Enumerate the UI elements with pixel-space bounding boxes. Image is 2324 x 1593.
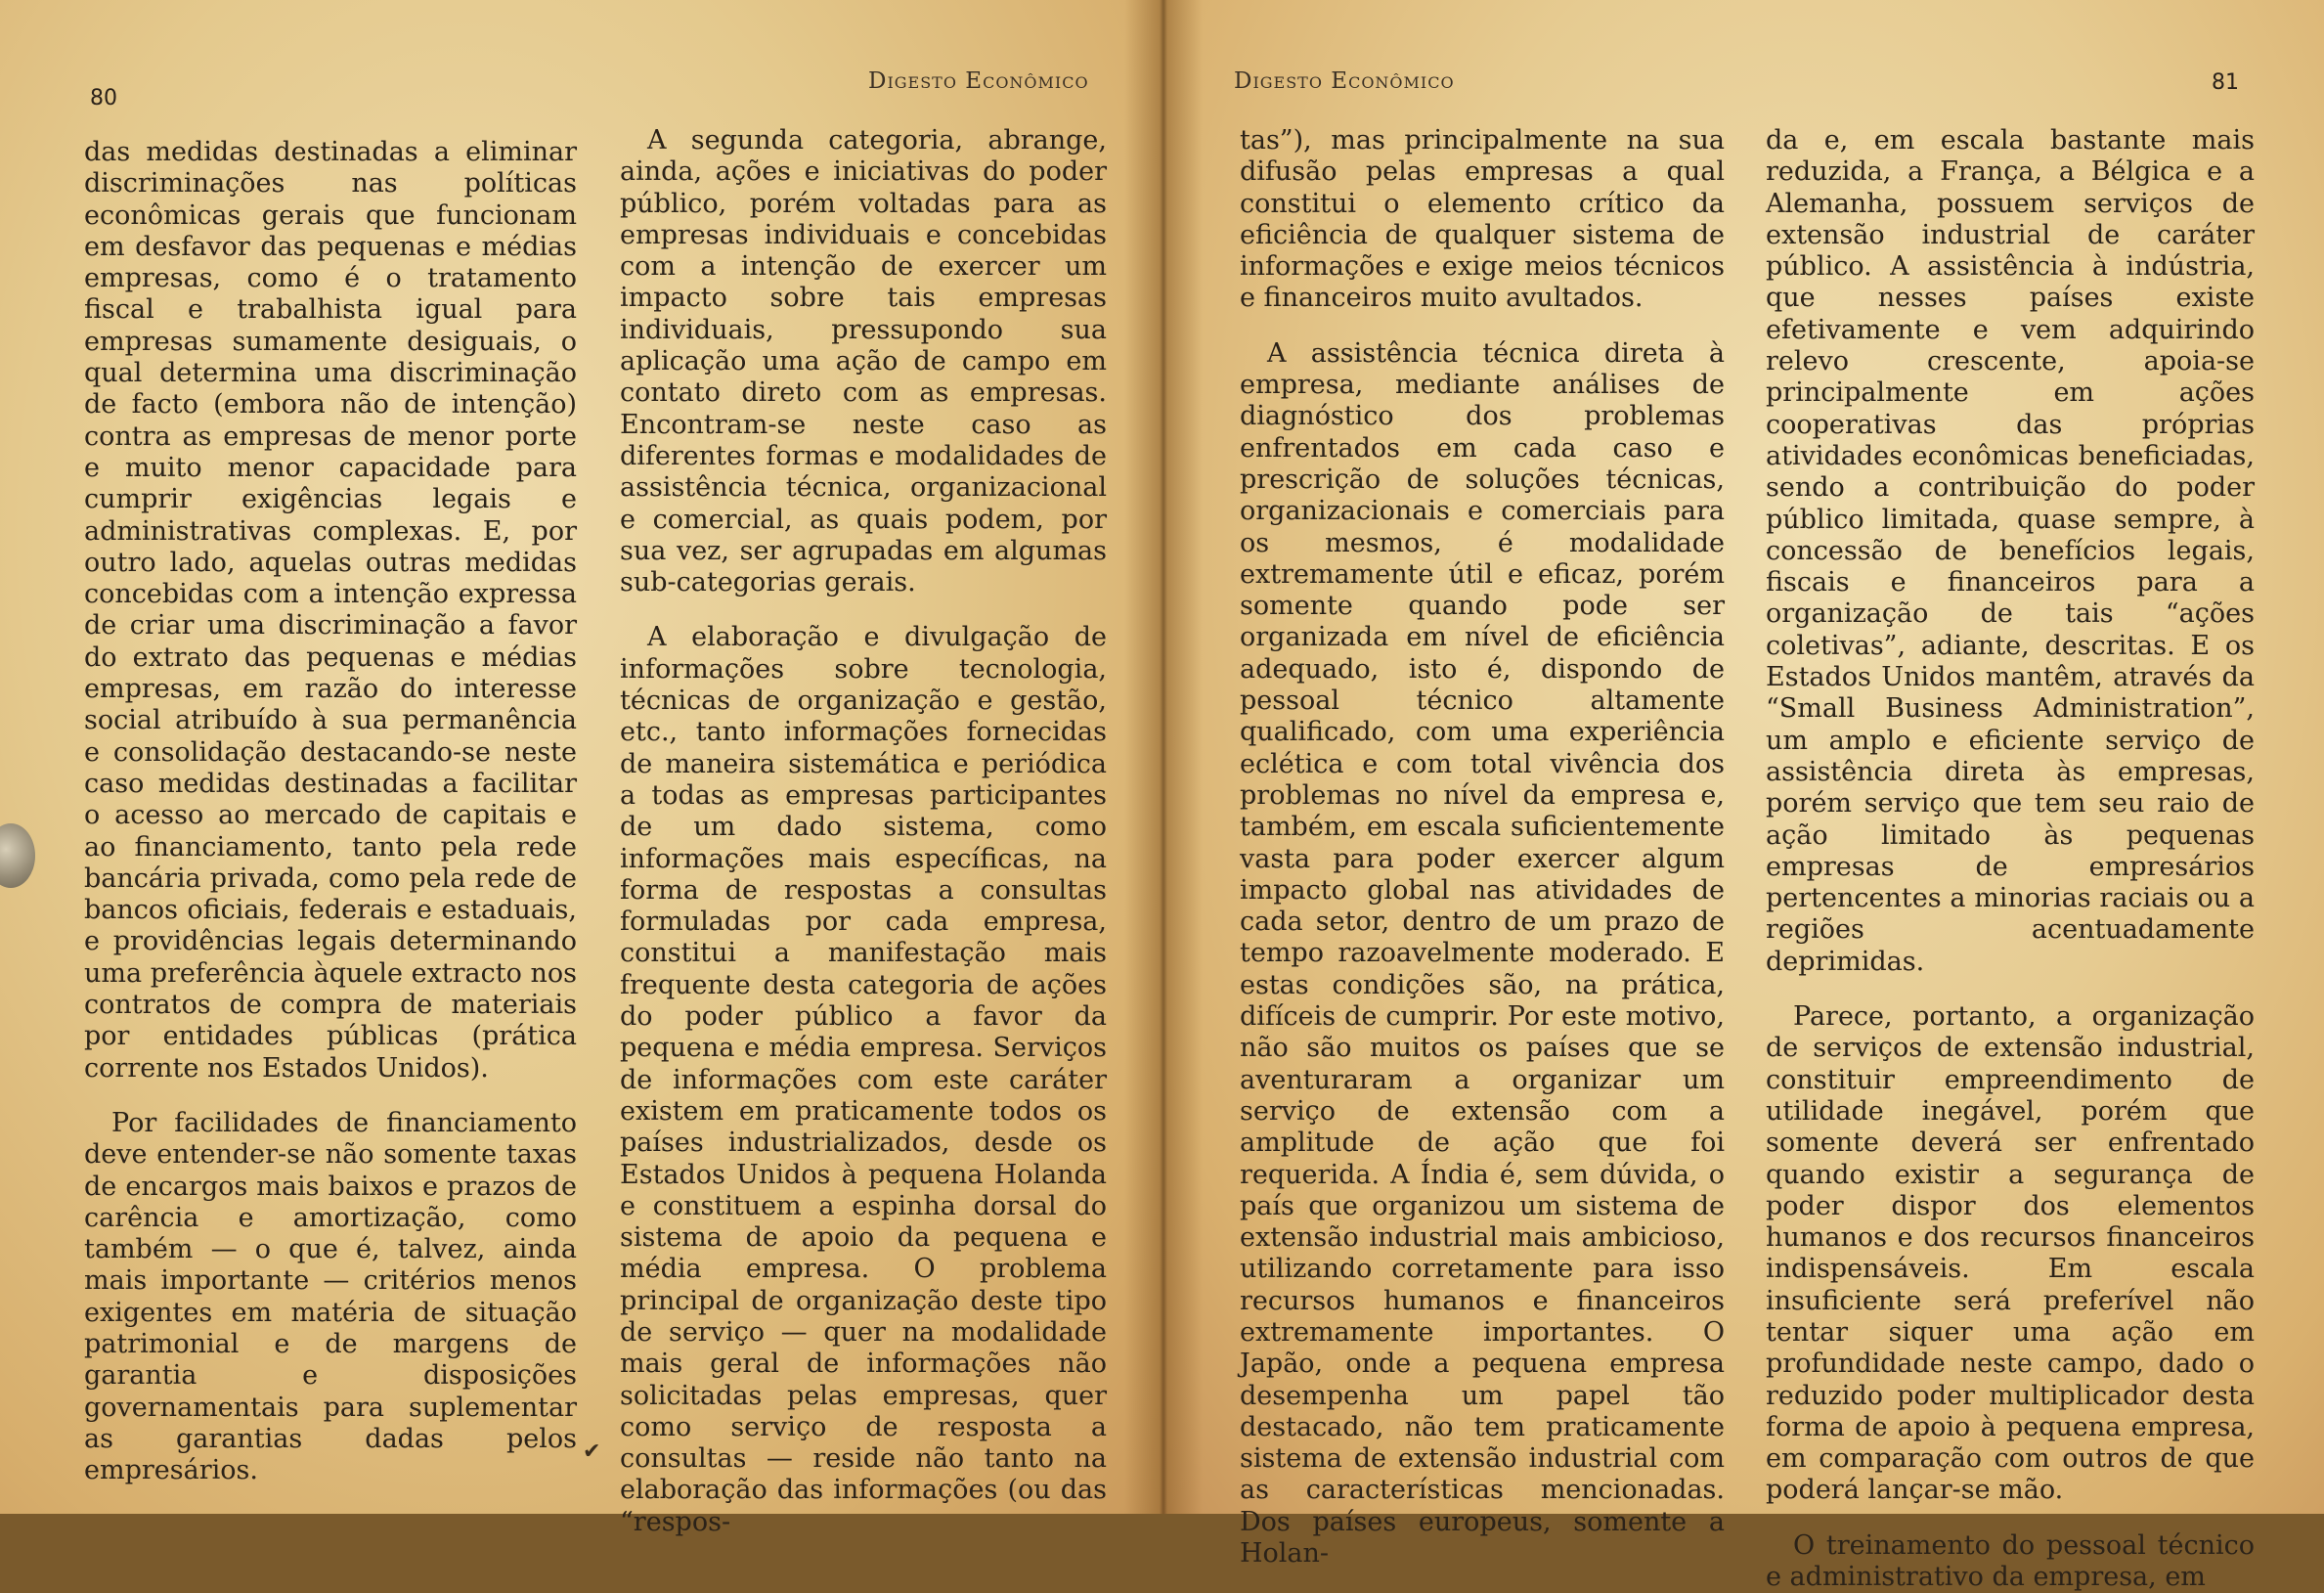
paragraph: A elaboração e divulgação de informações sobre tecnologia, técnicas de organização e gestão, etc., tanto informações fornecidas de maneira sistemática e periódica a todas as empresas participantes de um dado sistema, como informações mais específicas, na forma de respostas a consultas formuladas por cada empresa, constitui a manifestação mais frequente desta categoria de ações do poder público a favor da pequena e média empresa. Serviços de informações com este caráter existem em praticamente todos os países industrializados, desde os Estados Unidos à pequena Holanda e constituem a espinha dorsal do sistema de apoio da pequena e média empresa. O problema principal de organização deste tipo de serviço — quer na modalidade mais geral de informações não solicitadas pelas empresas, quer como serviço de resposta a consultas — reside não tanto na elaboração das informações (ou das “respos- (620, 622, 1107, 1537)
column-4 (1766, 125, 2255, 1593)
paragraph: Parece, portanto, a organização de serviços de extensão industrial, constituir empreendimento de utilidade inegável, porém que somente deverá ser enfrentado quando existir a segurança de poder dispor dos elementos humanos e dos recursos financeiros indispensáveis. Em escala insuficiente será preferível não tentar siquer uma ação em profundidade neste campo, dado o reduzido poder multiplicador desta forma de apoio à pequena empresa, em comparação com outros de que poderá lançar-se mão. (1766, 1001, 2255, 1506)
margin-handwritten-mark: ✔ (583, 1439, 601, 1464)
right-page (1162, 0, 2324, 1593)
paragraph: A segunda categoria, abrange, ainda, ações e iniciativas do poder público, porém voltadas para as empresas individuais e concebidas com a intenção de exercer um impacto sobre tais empresas individuais, pressupondo sua aplicação uma ação de campo em contato direto com as empresas. Encontram-se neste caso as diferentes formas e modalidades de assistência técnica, organizacional e comercial, as quais podem, por sua vez, ser agrupadas em algumas sub-categorias gerais. (620, 125, 1107, 598)
page-number-left: 80 (90, 86, 117, 111)
paragraph: Por facilidades de financiamento deve entender-se não somente taxas de encargos mais baixos e prazos de carência e amortização, como também — o que é, talvez, ainda mais importante — critérios menos exigentes em matéria de situação patrimonial e de margens de garantia e disposições governamentais para suplementar as garantias dadas pelos empresários. (84, 1107, 577, 1486)
library-stamp-icon (0, 823, 35, 888)
running-header-left: Digesto Econômico (868, 68, 1089, 94)
column-2 (620, 125, 1107, 1538)
paragraph: O treinamento do pessoal técnico e administrativo da empresa, em (1766, 1529, 2255, 1593)
paragraph: das medidas destinadas a eliminar discriminações nas políticas econômicas gerais que funcionam em desfavor das pequenas e médias empresas, como é o tratamento fiscal e trabalhista igual para empresas sumamente desiguais, o qual determina uma discriminação de facto (embora não de intenção) contra as empresas de menor porte e muito menor capacidade para cumprir exigências legais e administrativas complexas. E, por outro lado, aquelas outras medidas concebidas com a intenção expressa de criar uma discriminação a favor do extrato das pequenas e médias empresas, em razão do interesse social atribuído à sua permanência e consolidação destacando-se neste caso medidas destinadas a facilitar o acesso ao mercado de capitais e ao financiamento, tanto pela rede bancária privada, como pela rede de bancos oficiais, federais e estaduais, e providências legais determinando uma preferência àquele extracto nos contratos de compra de materiais por entidades públicas (prática corrente nos Estados Unidos). (84, 137, 577, 1084)
paragraph: A assistência técnica direta à empresa, mediante análises de diagnóstico dos problemas enfrentados em cada caso e prescrição de soluções técnicas, organizacionais e comerciais para os mesmos, é modalidade extremamente útil e eficaz, porém somente quando pode ser organizada em nível de eficiência adequado, isto é, dispondo de pessoal técnico altamente qualificado, com uma experiência eclética e com total vivência dos problemas no nível da empresa e, também, em escala suficientemente vasta para poder exercer algum impacto global nas atividades de cada setor, dentro de um prazo de tempo razoavelmente moderado. E estas condições são, na prática, difíceis de cumprir. Por este motivo, não são muitos os países que se aventuraram a organizar um serviço de extensão com a amplitude de ação que foi requerida. A Índia é, sem dúvida, o país que organizou um sistema de extensão industrial mais ambicioso, utilizando corretamente para isso recursos humanos e financeiros extremamente importantes. O Japão, onde a pequena empresa desempenha um papel tão destacado, não tem praticamente sistema de extensão industrial com as características mencionadas. Dos países europeus, somente a Holan- (1240, 337, 1725, 1570)
column-1 (84, 137, 577, 1486)
paragraph: tas”), mas principalmente na sua difusão pelas empresas a qual constitui o elemento crítico da eficiência de qualquer sistema de informações e exige meios técnicos e financeiros muito avultados. (1240, 125, 1725, 314)
page-number-right: 81 (2212, 70, 2239, 95)
column-3 (1240, 125, 1725, 1570)
left-page (0, 0, 1162, 1537)
paragraph: da e, em escala bastante mais reduzida, a França, a Bélgica e a Alemanha, possuem serviços de extensão industrial de caráter público. A assistência à indústria, que nesses países existe efetivamente e vem adquirindo relevo crescente, apoia-se principalmente em ações cooperativas das próprias atividades econômicas beneficiadas, sendo a contribuição do poder público limitada, quase sempre, à concessão de benefícios legais, fiscais e financeiros para a organização de tais “ações coletivas”, adiante, descritas. E os Estados Unidos mantêm, através da “Small Business Administration”, um amplo e eficiente serviço de assistência direta às empresas, porém serviço que tem seu raio de ação limitado às pequenas empresas de empresários pertencentes a minorias raciais ou a regiões acentuadamente deprimidas. (1766, 125, 2255, 977)
running-header-right: Digesto Econômico (1234, 68, 1455, 94)
book-gutter (1124, 0, 1203, 1514)
